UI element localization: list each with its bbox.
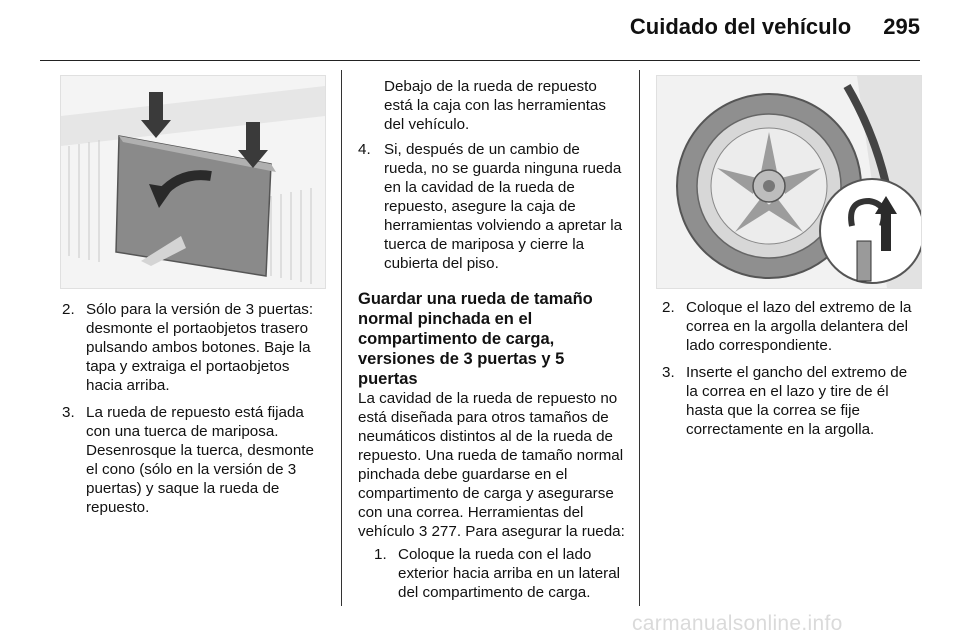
page-number: 295	[883, 14, 920, 39]
figure-wheel-strap	[656, 75, 922, 289]
column-divider-right	[639, 70, 640, 606]
section-paragraph: La cavidad de la rueda de repuesto no está diseñada para otros tamaños de neumáticos distintos al de la rueda de repuesto. Una rueda de tamaño normal pinchada debe guardarse en el compartimento de carga y asegurarse con una correa. Herramientas del vehículo 3 277. Para asegurar la rueda:	[358, 390, 625, 540]
column-1	[62, 300, 326, 525]
step-2-remove-storage: 2. Sólo para la versión de 3 puertas: desmonte el portaobjetos trasero pulsando ambos botones. Baje la tapa y extraiga el portaobjetos hacia arriba.	[62, 301, 314, 394]
column-divider-left	[341, 70, 342, 606]
figure-rear-storage-removal	[60, 75, 326, 289]
column-2	[358, 77, 626, 610]
header-rule	[40, 60, 920, 61]
section-heading: Guardar una rueda de tamaño normal pinchada en el compartimento de carga, versiones de 3 puertas y 5 puertas	[358, 290, 593, 388]
watermark: carmanualsonline.info	[632, 612, 843, 635]
page-header	[630, 14, 920, 40]
step-4-secure-toolbox: 4. Si, después de un cambio de rueda, no se guarda ninguna rueda en la cavidad de la rueda de repuesto, asegure la caja de herramientas volviendo a apretar la tuerca de mariposa y cierre la cubierta del piso.	[358, 141, 623, 272]
cross-reference-icon: 3	[418, 523, 428, 540]
step-3-continuation: Debajo de la rueda de repuesto está la caja con las herramientas del vehículo.	[384, 78, 607, 133]
rear-storage-illustration	[61, 76, 325, 288]
column-3	[662, 298, 922, 447]
wheel-strap-illustration	[657, 76, 921, 288]
sub-step-2-place-loop: 2. Coloque el lazo del extremo de la correa en la argolla delantera del lado correspondiente.	[662, 299, 912, 354]
sub-step-3-insert-hook: 3. Inserte el gancho del extremo de la correa en el lazo y tire de él hasta que la correa se fije correctamente en la argolla.	[662, 364, 908, 438]
sub-step-1-place-wheel: 1. Coloque la rueda con el lado exterior hacia arriba en un lateral del compartimento de carga.	[374, 546, 621, 601]
step-3-remove-spare-wheel: 3. La rueda de repuesto está fijada con una tuerca de mariposa. Desenrosque la tuerca, desmonte el cono (sólo en la versión de 3 puertas) y saque la rueda de repuesto.	[62, 404, 314, 516]
chapter-title: Cuidado del vehículo	[629, 14, 852, 39]
